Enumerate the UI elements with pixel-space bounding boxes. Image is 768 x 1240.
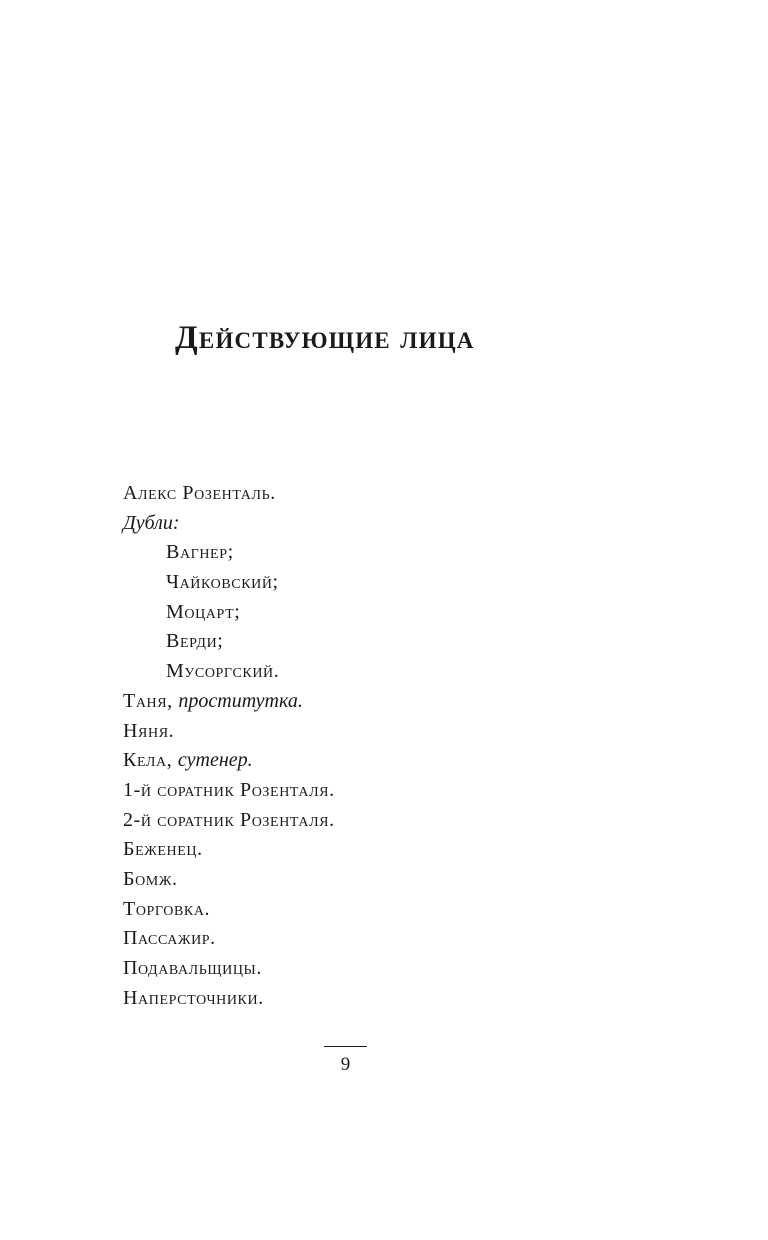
cast-item [123,895,335,925]
cast-name: Няня. [123,719,175,742]
cast-item [123,479,335,509]
cast-item [123,806,335,836]
cast-list [123,479,335,1013]
cast-item [123,657,335,687]
cast-name: Мусоргский. [166,660,280,683]
cast-item [123,717,335,747]
cast-name: Бомж. [123,867,178,890]
cast-name: Подавальщицы. [123,957,262,979]
cast-item [123,627,335,657]
cast-item [123,924,335,954]
cast-name: 1-й соратник Розенталя. [123,778,335,801]
cast-name: Верди; [166,630,224,653]
cast-name: Моцарт; [166,600,241,623]
cast-name: Таня, [123,689,173,712]
cast-item [123,687,335,717]
cast-item [123,835,335,865]
cast-name: Алекс Розенталь. [123,482,276,504]
cast-name: Вагнер; [166,541,234,564]
cast-item [123,865,335,895]
cast-item [123,984,335,1014]
page-title: Действующие лица [175,320,475,357]
folio-rule [324,1046,367,1047]
cast-item [123,598,335,628]
cast-item [123,776,335,806]
cast-note: сутенер. [177,749,253,772]
cast-note: проститутка. [178,689,303,712]
cast-name: Торговка. [123,897,211,920]
cast-item [123,568,335,598]
cast-name: Чайковский; [166,571,279,594]
cast-item [123,538,335,568]
cast-name: Кела, [123,749,173,772]
cast-item [123,954,335,984]
cast-note: Дубли: [123,511,180,534]
cast-name: Беженец. [123,838,203,861]
cast-name: Наперсточники. [123,986,264,1009]
cast-item [123,746,335,776]
cast-item [123,509,335,539]
page-number: 9 [340,1054,351,1075]
cast-name: Пассажир. [123,927,216,950]
cast-name: 2-й соратник Розенталя. [123,808,335,831]
